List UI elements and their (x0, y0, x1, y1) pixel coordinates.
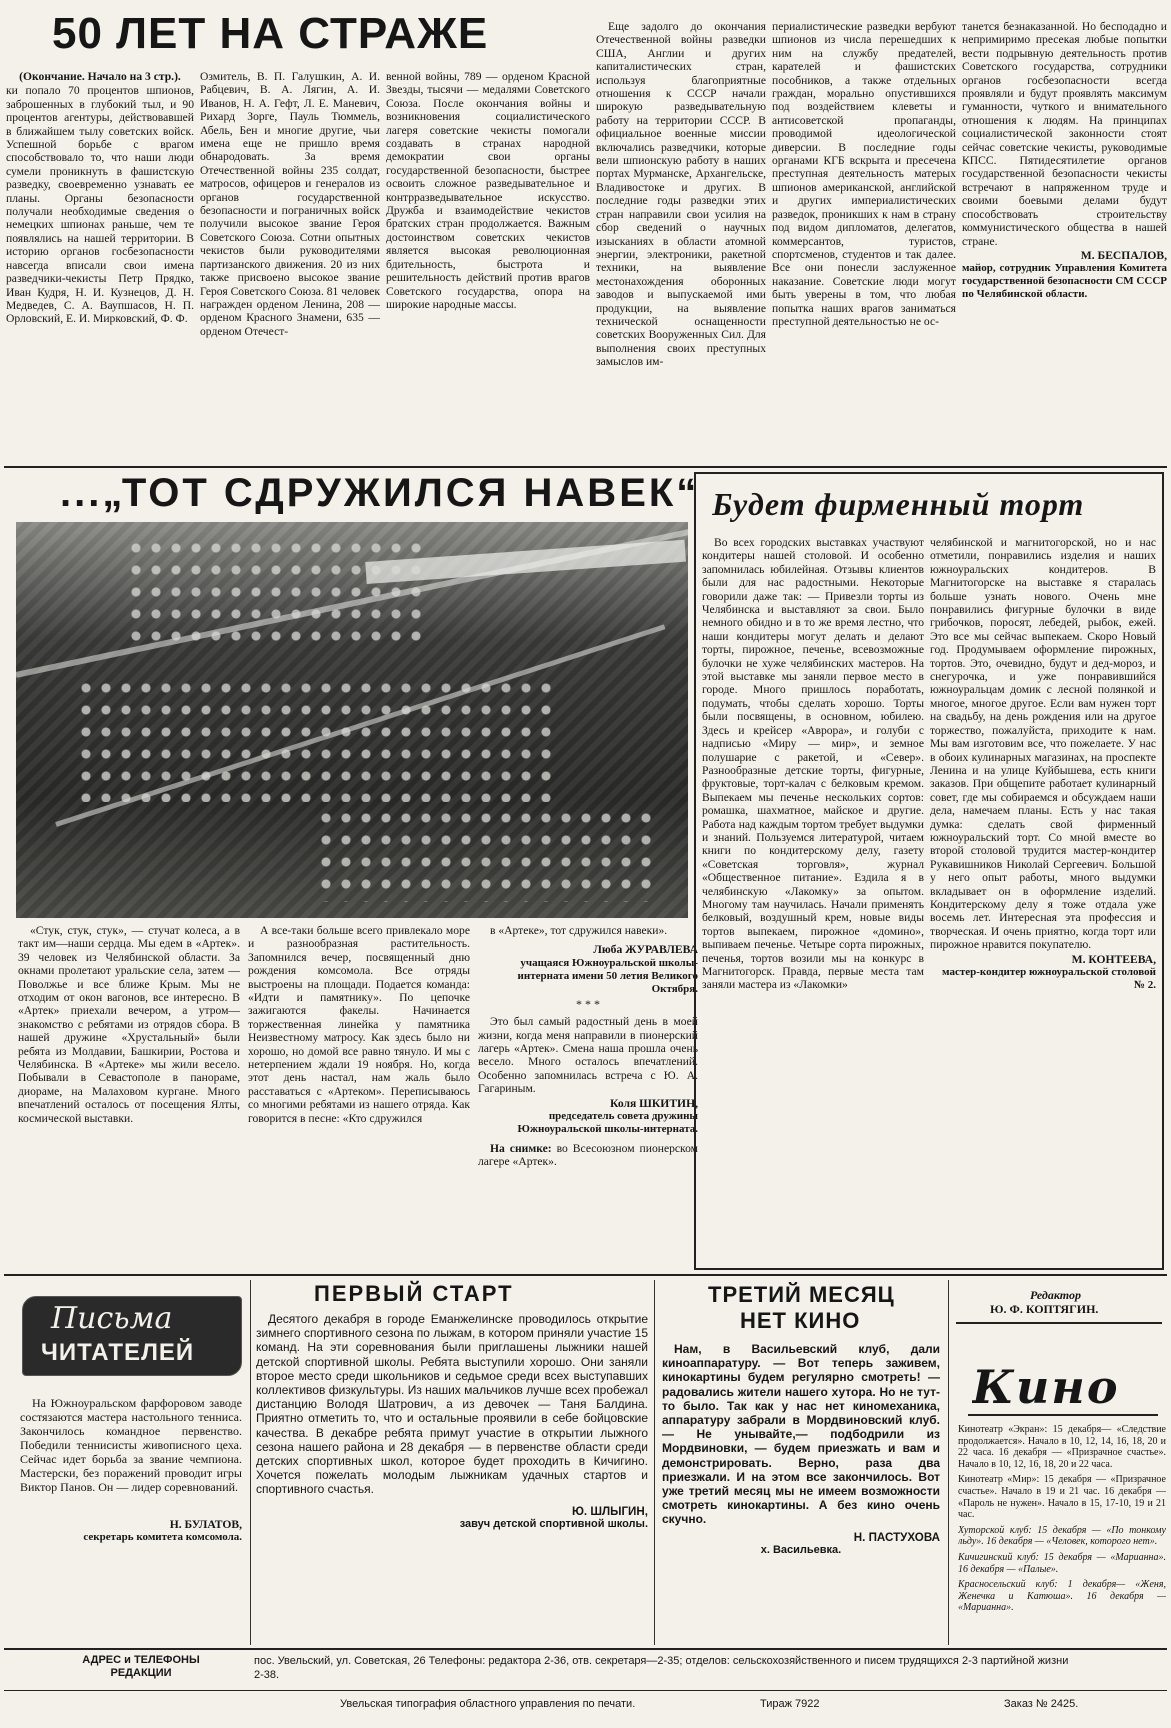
cake-signature-title: мастер-кондитер южноуральской столовой № 2. (942, 966, 1156, 991)
cinema-gone-column (662, 1342, 940, 1642)
artek-caption-text: во Всесоюзном пионерском лагере «Артек». (478, 1142, 698, 1169)
artek-signature-2-name: Коля ШКИТИН, (610, 1096, 698, 1110)
editor-rule (956, 1322, 1162, 1324)
middle-divider (4, 1274, 1167, 1276)
artek-signature-1-name: Люба ЖУРАВЛЕВА (593, 943, 698, 957)
kino-listing-khutor: Хуторской клуб: 15 декабря — «По тонкому льду». 16 декабря — «Человек, которого нет». (958, 1524, 1166, 1548)
top-article-text-1: ки попало 70 процентов шпионов, заброшенных в глубокий тыл, и 90 процентов агентуры, действовавшей в ближайшем тылу советских войск. Успешной борьбе с врагом способствовало то, что наши люди сумели проникнуть в фашистскую разведку, своевременно узнавать ее планы. Органы безопасности получали необходимые сведения о немецких шпионах раньше, чем те появлялись на нашей территории. В историю органов госбезопасности навсегда вписали свои имена разведчики-чекисты Петр Прядко, Иван Кудря, Н. И. Кузнецов, Д. Н. Медведев, С. А. Ваупшасов, Н. П. Орловский, Е. И. Мирковский, Ф. Ф. (6, 84, 194, 326)
top-article-text-5: периалистические разведки вербуют шпионов из числа перешедших к ним на службу предателей, карателей и фашистских пособников, а также отдельных граждан, морально опустившихся под воздействием клеветы и антисоветской пропаганды, проводимой идеологической диверсии. В последние годы органами КГБ вскрыта и пресечена преступная деятельность матерых шпионов американской, английской и других империалистических разведок, проникших к нам в страну под видом дипломатов, делегатов, коммерсантов, туристов, спортсменов, студентов и так далее. Все они понесли заслуженное наказание. Советские люди могут быть уверены в том, что любая попытка наших врагов заниматься преступной деятельностью не ос- (772, 20, 956, 328)
letters-divider (250, 1280, 251, 1645)
artek-signature-2-title: председатель совета дружины Южноуральской школы-интерната. (517, 1110, 698, 1136)
top-article-text-2: Озмитель, В. П. Галушкин, А. И. Рабцевич, В. А. Лягин, А. И. Иванов, Н. А. Гефт, Л. Е. Маневич, Рихард Зорге, Пауль Тюммель, Абель, Бен и многие другие, чьи имена еще не пришло время обнародовать. За время Отечественной войны 235 солдат, матросов, офицеров и генералов из органов государственной безопасности и пограничных войск получили высокое звание Героя Советского Союза. Сотни опытных чекистов были руководителями партизанского движения. 20 из них также присвоено высокое звание Героя Советского Союза. 81 человек награжден орденом Ленина, 208 — орденом Красного Знамени, 635 — орденом Отечест- (200, 70, 380, 338)
start-text: Десятого декабря в городе Еманжелинске проводилось открытие зимнего спортивного сезона по лыжам, в котором приняли участие 15 команд. На эти соревнования были приглашены лыжники нашей детской спортивной школы. Ребята выступили хорошо. Они заняли второе место среди школьников и седьмое среди всех выступавших коллективов физкультуры. Из наших мальчиков лучше всех пробежал дистанцию Володя Шатрович, а из девочек — Таня Балдина. Приятно отметить то, что и остальные проявили в себе бойцовские качества. В декабре ребята примут участие в открытии лыжного сезона нашего района и 28 декабря — в первенстве области среди детских спортивных школ, которое будет проходить в Кичигино. Хочется пожелать молодым лыжникам удачных стартов и спортивного счастья. (256, 1312, 648, 1497)
footer-divider (4, 1648, 1167, 1650)
letters-logo-top: Письма (51, 1301, 173, 1336)
top-article-text-6: танется безнаказанной. Но бесподадно и непримиримо пресекая любые попытки вести подрывную деятельность против Советского государства, сотрудники органов госбезопасности всегда проявляли и будут проявлять максимум гуманности, чуткого и внимательного отношения к людям. На принципах социалистической законности стоят сейчас советские чекисты, руководимые КПСС. Пятидесятилетие органов государственной безопасности чекисты встречают в напряженном труде и своими боевыми делами будут способствовать строительству коммунистического общества в нашей стране. (962, 20, 1167, 248)
footer-printer: Увельская типография областного управления по печати. (340, 1698, 636, 1710)
cake-column-1 (702, 536, 924, 1266)
top-article-text-4: Еще задолго до окончания Отечественной войны разведки США, Англии и других капиталистических стран, используя благоприятные отношения к СССР начали широкую разведывательную работу на территории СССР. В официальное военные миссии включались разведчики, которые вели шпионскую работу в наших портах Мурманске, Архангельске, Владивостоке и других. В последние годы разведки этих стран направили свои усилия на сбор сведений о научных изысканиях в области атомной энергии, электроники, ракетной техники, на выявление местонахождения оборонных заводов и выпускаемой ими продукции, на выявление технической оснащенности советских Вооруженных Сил. Для выполнения своих преступных замыслов им- (596, 20, 766, 369)
artek-photo-caption (478, 1142, 698, 1169)
photo-children-group-3 (316, 812, 656, 902)
artek-column-1 (18, 924, 240, 1269)
photo-children-group-1 (126, 542, 426, 652)
footer-divider-2 (4, 1690, 1167, 1691)
top-article-lead: (Окончание. Начало на 3 стр.). (19, 70, 181, 83)
cake-column-2 (930, 536, 1156, 1266)
kino-listings (958, 1424, 1166, 1644)
cinema-gone-signature-place: х. Васильевка. (760, 1544, 842, 1557)
top-article-column-5 (772, 20, 956, 465)
footer-address-label: АДРЕС и ТЕЛЕФОНЫ РЕДАКЦИИ (82, 1654, 200, 1679)
footer-address-text: пос. Увельский, ул. Советская, 26 Телефоны: редактора 2-36, отв. секретаря—2-35; отделов: сельскохозяйственного и писем трудящихся 2-3 партийной жизни 2-38. (254, 1655, 1069, 1681)
cinema-gone-signature-name: Н. ПАСТУХОВА (853, 1530, 940, 1544)
editor-label: Редактор (1030, 1288, 1081, 1302)
editor-name: Ю. Ф. КОПТЯГИН. (990, 1302, 1099, 1316)
cinema-gone-headline-1: ТРЕТИЙ МЕСЯЦ (708, 1282, 895, 1307)
artek-column-3 (478, 924, 698, 1269)
cake-text-1: Во всех городских выставках участвуют кондитеры нашей столовой. И особенно запомнилась юбилейная. Отзывы клиентов были для нас радостными. Некоторые говорили даже так: — Привезли торты из Челябинска и выставляют за свои. Было немного обидно и в то же время лестно, что наши кондитеры могут делать и делают торты, пирожное, печенье, всевозможные булочки не хуже челябинских мастеров. На этой выставке мы заняли первое место в городе. Много пришлось поработать, подумать, чтобы сделать хорошо. Торты были посвящены, в основном, юбилею. Здесь и крейсер «Аврора», и голуби с надписью «Миру — мир», и земное полушарие с ракетой, и «Север». Разнообразные детские торты, фигурные, фруктовые, торт-калач с белковым кремом. Выпекаем мы печенье нескольких сортов: ромашка, шахматное, майское и другие. Работа над каждым тортом требует выдумки и знаний. Пользуемся литературой, читаем книги по кондитерскому делу, газету «Советская торговля», журнал «Общественное питание». Ездила я в челябинскую «Лакомку» за опытом. Многому там научилась. Начали применять белковый, воздушный крем, новые виды тортов выпекаем, пирожное «домино», выпиваем печенье. Четыре сорта пирожных, печенья, тортов возили мы на конкурс в Магнитогорск. Правда, первые места там заняли мастера из «Лакомки» (702, 536, 924, 992)
kino-logo-underline (968, 1414, 1158, 1416)
artek-text-1: «Стук, стук, стук», — стучат колеса, а в такт им—наши сердца. Мы едем в «Артек». 39 человек из Челябинской области. За окнами пролетают уральские села, затем — Поволжье и все ближе Крым. Мы не отходим от окон вагонов, все интересно. В «Артек» приехали вечером, а утром—знакомство с ребятами из отрядов сбора. В нашей дружине «Хрустальный» были ребята из Молдавии, Башкирии, Ростова и Челябинска. В «Артеке» мы жили весело. Побывали в Севастополе в панораме, диораме, на Малаховом кургане. Много впечатлений осталось от посещения Ялты, космической выставки. (18, 924, 240, 1125)
artek-text-3a: в «Артеке», тот сдружился навеки». (490, 924, 668, 937)
letters-logo-bottom: ЧИТАТЕЛЕЙ (41, 1339, 195, 1366)
kino-listing-kichigino: Кичигинский клуб: 15 декабря — «Марианна». 16 декабря — «Палые». (958, 1551, 1166, 1575)
artek-separator-stars: * * * (576, 996, 600, 1011)
main-headline: 50 ЛЕТ НА СТРАЖЕ (52, 9, 489, 58)
footer-order: Заказ № 2425. (1004, 1698, 1079, 1710)
artek-photo (16, 522, 688, 918)
kino-listing-mir: Кинотеатр «Мир»: 15 декабря — «Призрачное счастье». Начало в 19 и 21 час. 16 декабря — «Пароль не нужен». Начало в 15, 17-10, 19 и 21 час. (958, 1474, 1166, 1521)
top-article-column-6 (962, 20, 1167, 465)
letters-signature-name: Н. БУЛАТОВ, (169, 1518, 242, 1531)
artek-text-3b: Это был самый радостный день в моей жизни, когда меня направили в пионерский лагерь «Артек». Смена наша прошла очень весело. Много осталось впечатлений. Особенно запомнилась встреча с Ю. А. Гагариным. (478, 1015, 698, 1096)
start-column (256, 1312, 648, 1642)
kino-listing-krasnoselsky: Красносельский клуб: 1 декабря— «Женя, Женечка и Катюша». 16 декабря — «Марианна». (958, 1579, 1166, 1614)
cake-text-2: челябинской и магнитогорской, но и нас отметили, понравились изделия и наших южноуральских кондитеров. В Магнитогорске на выставке я старалась больше узнать нового. Очень мне понравились фигурные булочки в виде грибочков, поросят, лебедей, рыбок, ежей. Это все мы сейчас выпекаем. Скоро Новый год. Продумываем оформление пирожных, тортов. Это, очевидно, будут и дед-мороз, и снегурочка, и уже понравившийся южноуральцам домик с лесной полянкой и многое, многое другое. Если вам нужен торт на свадьбу, на день рождения или на другое торжество, пожалуйста, приходите к нам. Мы вам изготовим все, что пожелаете. У нас в обоих кулинарных магазинах, на проспекте Ленина и на улице Куйбышева, есть книги заказов. При общепите работает кулинарный совет, где мы собираемся и обсуждаем наши дела, намечаем планы. Есть у нас такая думка: сделать свой фирменный южноуральский торт. Со мной вместе во второй столовой трудится мастер-кондитер Рукавишников Николай Сергеевич. Большой у него опыт работы, много выдумки вкладывает он в оформление изделий. Кондитерскому делу я тоже отдала уже восемь лет. Интересная эта профессия и творческая. И очень приятно, когда торт или пирожное нравится покупателю. (930, 536, 1156, 952)
artek-caption-label: На снимке: (490, 1142, 552, 1156)
start-headline: ПЕРВЫЙ СТАРТ (314, 1281, 514, 1306)
top-article-column-1 (6, 70, 194, 465)
artek-signature-1-title: учащаяся Южноуральской школы-интерната имени 50 летия Великого Октября. (517, 956, 698, 995)
cinema-gone-text: Нам, в Васильевский клуб, дали киноаппаратуру. — Вот теперь заживем, кинокартины будем регулярно смотреть! — радовались жители нашего хутора. Но не тут-то было. Так как у нас нет киномеханика, аппаратуру забрали в Мордвиновский клуб. — Не унывайте,— подбодрили из Мордвиновки, — будем приезжать и вам и демонстрировать. Верно, раза два приезжали. И на этом все закончилось. Вот уже третий месяц мы не имеем возможности смотреть кинокартины. А без кино очень скучно. (662, 1342, 940, 1527)
letters-signature-title: секретарь комитета комсомола. (83, 1531, 242, 1544)
footer-circulation: Тираж 7922 (760, 1698, 820, 1710)
letters-logo (22, 1296, 242, 1376)
cake-headline: Будет фирменный торт (712, 486, 1085, 522)
kino-listing-ekran: Кинотеатр «Экран»: 15 декабря— «Следствие продолжается». Начало в 10, 12, 14, 16, 18, 20 и 22 часа. 16 декабря — «Призрачное счастье». Начало в 10, 12, 16, 18, 20 и 22 часа. (958, 1424, 1166, 1470)
artek-text-2: А все-таки больше всего привлекало море и разнообразная растительность. Запомнился вечер, посвященный дню рождения комсомола. Все отряды выстроены на площади. Подается команда: «Идти и памятнику». По цепочке зажигаются факелы. Начинается торжественная линейка у памятника Неизвестному матросу. Как здесь было ни хорошо, но домой все равно тянуло. И мы с нетерпением ждали 19 ноября. Но, когда этот день настал, нам жаль было расставаться с «Артеком». Переписываюсь со многими ребятами из нашего отряда. Как говорится в песне: «Кто сдружился (248, 924, 470, 1125)
top-article-column-4 (596, 20, 766, 465)
top-article-signature-title: майор, сотрудник Управления Комитета государственной безопасности СМ СССР по Челябинской области. (962, 262, 1167, 301)
kino-logo: Кино (972, 1362, 1120, 1412)
top-article-column-3 (386, 70, 590, 465)
cake-signature-name: М. КОНТЕЕВА, (1071, 952, 1156, 966)
artek-headline: ...„ТОТ СДРУЖИЛСЯ НАВЕК“ (60, 471, 700, 515)
cinema-divider (948, 1280, 949, 1645)
letters-column (20, 1396, 242, 1646)
start-signature-name: Ю. ШЛЫГИН, (571, 1504, 648, 1518)
letters-text: На Южноуральском фарфоровом заводе состязаются мастера настольного тенниса. Закончилось командное первенство. Победили теннисисты живописного цеха. Сейчас идет борьба за звание чемпиона. Мастерски, без поражений проводит игры Виктор Панов. Он — лидер соревнований. (20, 1396, 242, 1494)
top-article-text-3: венной войны, 789 — орденом Красной Звезды, тысячи — медалями Советского Союза. После окончания войны и возникновения социалистического лагеря советские чекисты помогали создавать в странах народной демократии свои органы государственной безопасности, быстрее освоить сложное разведывательное и контрразведывательное искусство. Дружба и взаимодействие чекистов братских стран продолжается. Важным достоинством советских чекистов является высокая революционная бдительность, быстрота и решительность действий против врагов Советского государства, опора на широкие народные массы. (386, 70, 590, 311)
start-signature-title: завуч детской спортивной школы. (459, 1518, 648, 1531)
photo-children-group-2 (76, 682, 556, 802)
artek-column-2 (248, 924, 470, 1269)
start-divider (654, 1280, 655, 1645)
cinema-gone-headline-2: НЕТ КИНО (740, 1308, 861, 1333)
top-article-signature-name: М. БЕСПАЛОВ, (1080, 248, 1167, 262)
top-article-column-2 (200, 70, 380, 465)
